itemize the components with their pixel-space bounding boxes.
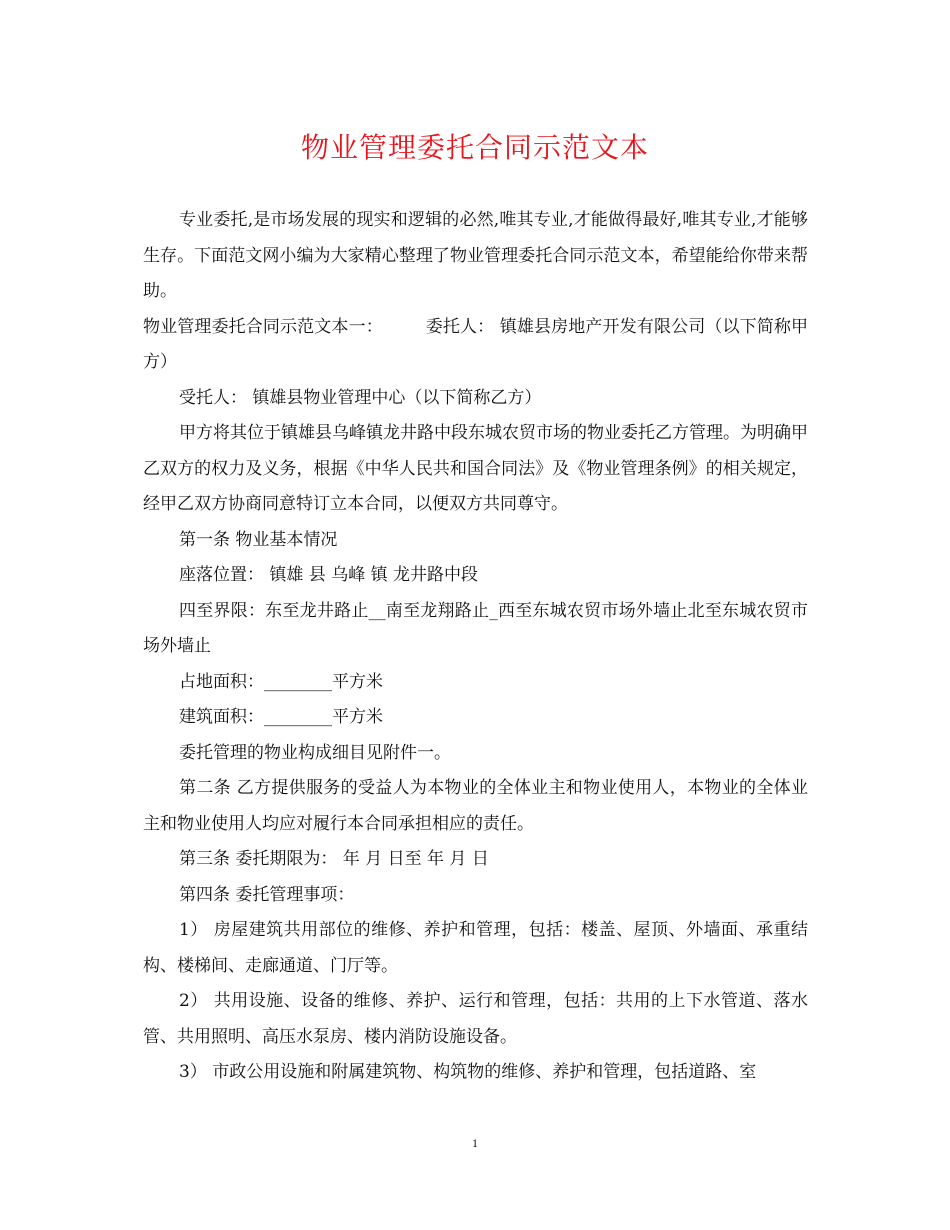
paragraph-intro: 专业委托,是市场发展的现实和逻辑的必然,唯其专业,才能做得最好,唯其专业,才能够生存。下面范文网小编为大家精心整理了物业管理委托合同示范文本，希望能给你带来帮助。 <box>143 210 808 301</box>
article-1-heading: 第一条 物业基本情况 <box>179 529 338 550</box>
paragraph-boundaries: 四至界限：东至龙井路止__南至龙翔路止_西至东城农贸市场外墙止北至东城农贸市场外墙止 <box>143 600 808 656</box>
paragraph-trustee: 受托人： 镇雄县物业管理中心（以下简称乙方） <box>179 387 542 408</box>
document-body <box>143 203 808 1091</box>
article-4-heading: 第四条 委托管理事项： <box>179 884 355 905</box>
document-title: 物业管理委托合同示范文本 <box>300 131 649 164</box>
paragraph-land-area: 占地面积：________平方米 <box>179 671 383 692</box>
page-number: 1 <box>472 1136 478 1150</box>
article-4-item-3: 3） 市政公用设施和附属建筑物、构筑物的维修、养护和管理，包括道路、室 <box>179 1062 757 1082</box>
paragraph-purpose: 甲方将其位于镇雄县乌峰镇龙井路中段东城农贸市场的物业委托乙方管理。为明确甲乙双方的权力及义务，根据《中华人民共和国合同法》及《物业管理条例》的相关规定，经甲乙双方协商同意特订立本合同，以便双方共同尊守。 <box>143 423 808 514</box>
paragraph-template-heading: 物业管理委托合同示范文本一： 委托人： 镇雄县房地产开发有限公司（以下简称甲方） <box>143 316 808 372</box>
paragraph-appendix-ref: 委托管理的物业构成细目见附件一。 <box>179 742 451 763</box>
paragraph-location: 座落位置： 镇雄 县 乌峰 镇 龙井路中段 <box>179 565 479 585</box>
paragraph-building-area: 建筑面积：________平方米 <box>179 707 383 727</box>
article-4-item-1: 1） 房屋建筑共用部位的维修、养护和管理，包括：楼盖、屋顶、外墙面、承重结构、楼梯间、走廊通道、门厅等。 <box>143 920 808 976</box>
article-2: 第二条 乙方提供服务的受益人为本物业的全体业主和物业使用人，本物业的全体业主和物业使用人均应对履行本合同承担相应的责任。 <box>143 778 808 834</box>
article-4-item-2: 2） 共用设施、设备的维修、养护、运行和管理，包括：共用的上下水管道、落水管、共用照明、高压水泵房、楼内消防设施设备。 <box>143 991 808 1047</box>
article-3: 第三条 委托期限为： 年 月 日至 年 月 日 <box>179 849 489 869</box>
